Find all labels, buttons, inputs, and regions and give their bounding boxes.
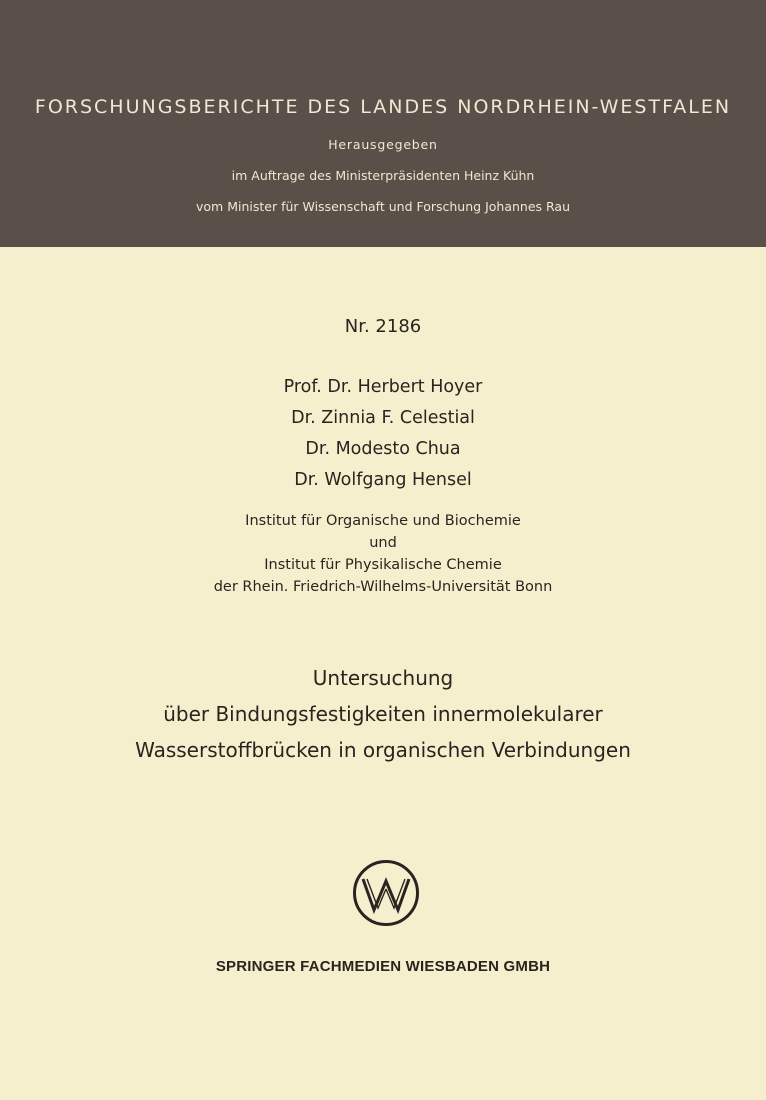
author-name: Dr. Modesto Chua (305, 439, 461, 459)
institution-line: und (369, 535, 397, 551)
editor-note: Herausgegeben (328, 137, 438, 152)
institution-block (0, 510, 766, 598)
title-line: Untersuchung (312, 666, 454, 690)
title-line: Wasserstoffbrücken in organischen Verbindungen (135, 738, 631, 762)
report-number: Nr. 2186 (344, 316, 422, 337)
author-name: Prof. Dr. Herbert Hoyer (283, 377, 483, 397)
institution-line: Institut für Organische und Biochemie (245, 513, 521, 529)
author-name: Dr. Wolfgang Hensel (294, 470, 472, 490)
header-band (0, 0, 766, 247)
title-line: über Bindungsfestigkeiten innermolekularer (163, 702, 603, 726)
institution-line: Institut für Physikalische Chemie (264, 557, 502, 573)
publisher-logo-icon (351, 858, 421, 928)
author-list (0, 372, 766, 496)
publisher-name: SPRINGER FACHMEDIEN WIESBADEN GMBH (215, 958, 551, 975)
series-title: FORSCHUNGSBERICHTE DES LANDES NORDRHEIN-WESTFALEN (34, 96, 732, 118)
commission-note: im Auftrage des Ministerpräsidenten Heinz Kühn (231, 168, 535, 183)
minister-note: vom Minister für Wissenschaft und Forschung Johannes Rau (196, 199, 570, 214)
book-title (0, 660, 766, 768)
institution-line: der Rhein. Friedrich-Wilhelms-Universität Bonn (213, 579, 553, 595)
author-name: Dr. Zinnia F. Celestial (291, 408, 475, 428)
